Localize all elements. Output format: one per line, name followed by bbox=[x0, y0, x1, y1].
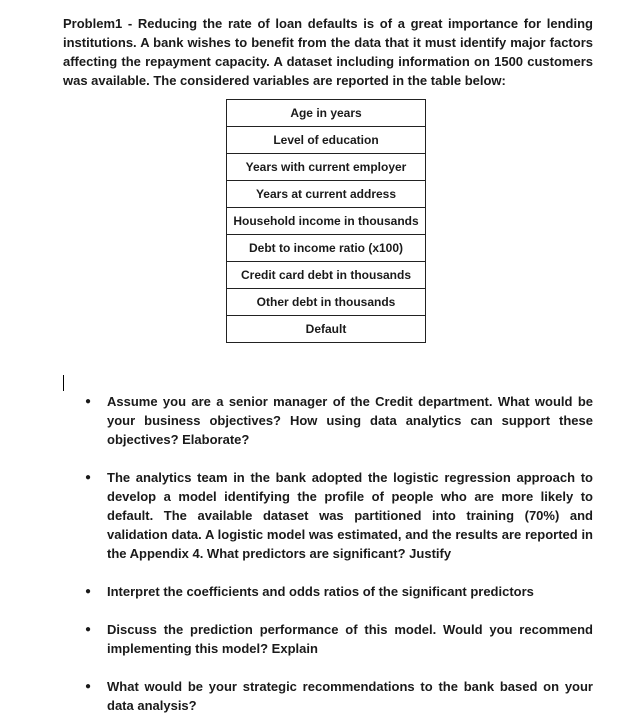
question-text: Discuss the prediction performance of this model. Would you recommend implementing this model? Explain bbox=[107, 622, 593, 656]
variable-cell: Years at current address bbox=[227, 181, 426, 208]
variable-cell: Other debt in thousands bbox=[227, 289, 426, 316]
variable-cell: Household income in thousands bbox=[227, 208, 426, 235]
text-cursor bbox=[63, 375, 64, 391]
question-text: The analytics team in the bank adopted the logistic regression approach to develop a model identifying the profile of people who are more likely to default. The available dataset was partitioned into training (70%) and validation data. A logistic model was estimated, and the results are reported in the Appendix 4. What predictors are significant? Justify bbox=[107, 470, 593, 561]
variable-cell: Debt to income ratio (x100) bbox=[227, 235, 426, 262]
question-text: What would be your strategic recommendations to the bank based on your data analysis? bbox=[107, 679, 593, 713]
variable-cell: Level of education bbox=[227, 127, 426, 154]
table-row bbox=[227, 154, 426, 181]
bullet-icon: ● bbox=[85, 586, 92, 597]
question-text: Assume you are a senior manager of the Credit department. What would be your business objectives? How using data analytics can support these objectives? Elaborate? bbox=[107, 394, 593, 447]
list-item bbox=[85, 392, 593, 449]
list-item bbox=[85, 620, 593, 658]
bullet-icon: ● bbox=[85, 396, 92, 407]
table-row bbox=[227, 100, 426, 127]
question-text: Interpret the coefficients and odds ratios of the significant predictors bbox=[107, 584, 534, 599]
bullet-icon: ● bbox=[85, 681, 92, 692]
problem-intro: Problem1 - Reducing the rate of loan defaults is of a great importance for lending institutions. A bank wishes to benefit from the data that it must identify major factors affecting the repayment capacity. A dataset including information on 1500 customers was available. The considered variables are reported in the table below: bbox=[63, 16, 593, 88]
table-row bbox=[227, 127, 426, 154]
table-row bbox=[227, 181, 426, 208]
variable-cell: Age in years bbox=[227, 100, 426, 127]
variable-cell: Credit card debt in thousands bbox=[227, 262, 426, 289]
list-item bbox=[85, 582, 593, 601]
variable-cell: Default bbox=[227, 316, 426, 343]
bullet-icon: ● bbox=[85, 472, 92, 483]
table-row bbox=[227, 208, 426, 235]
table-row bbox=[227, 289, 426, 316]
table-row bbox=[227, 235, 426, 262]
variable-cell: Years with current employer bbox=[227, 154, 426, 181]
list-item bbox=[85, 468, 593, 563]
table-row bbox=[227, 262, 426, 289]
question-list bbox=[85, 392, 593, 715]
variables-table bbox=[226, 99, 426, 343]
table-row bbox=[227, 316, 426, 343]
list-item bbox=[85, 677, 593, 715]
bullet-icon: ● bbox=[85, 624, 92, 635]
